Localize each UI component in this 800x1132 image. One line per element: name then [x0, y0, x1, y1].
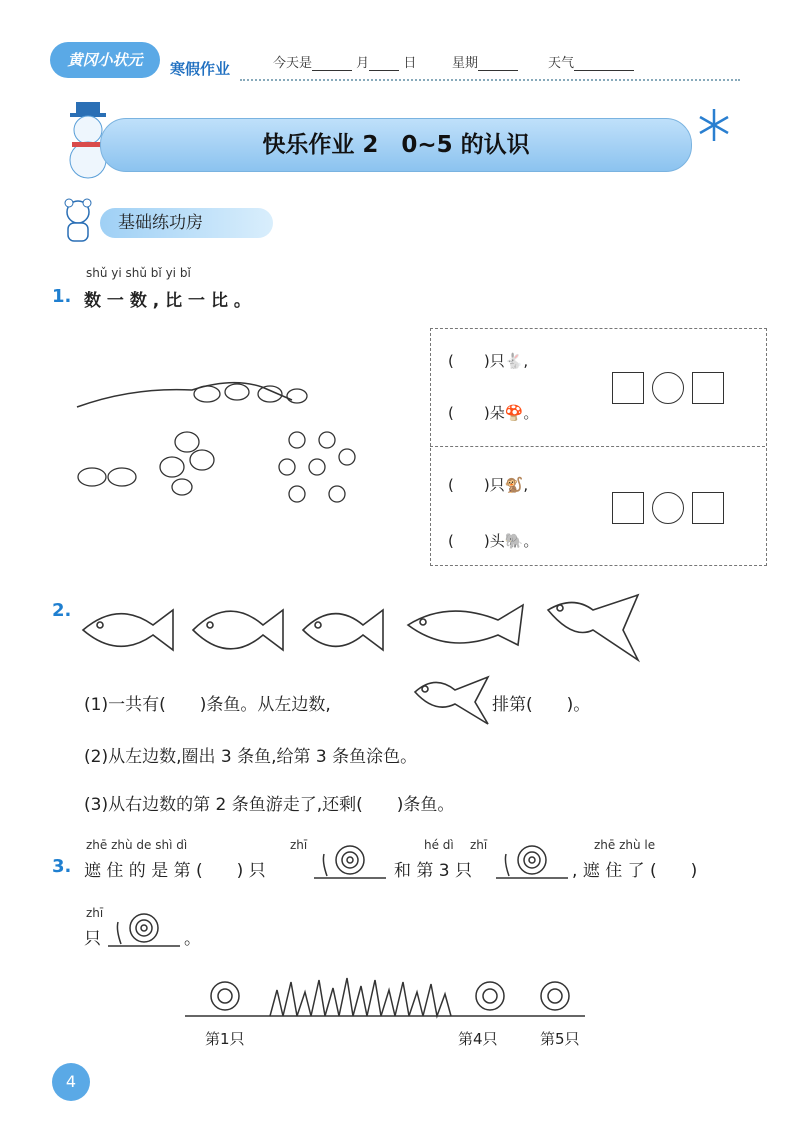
- date-label: 今天是: [273, 56, 313, 71]
- answer-blank[interactable]: ( ): [448, 532, 490, 550]
- series-title: 寒假作业: [170, 60, 231, 78]
- date-line: [273, 52, 416, 71]
- q1-number: 1.: [52, 286, 72, 307]
- day-label: 日: [403, 56, 417, 71]
- elephant-icon: 🐘: [504, 532, 524, 550]
- q1-pinyin: shǔ yi shǔ bǐ yi bǐ: [86, 266, 191, 280]
- q1-row-rabbit: [448, 350, 528, 371]
- snail-icon: [312, 842, 388, 880]
- header-divider: [240, 79, 740, 81]
- q3-pinyin-6: zhī: [86, 906, 104, 920]
- page-number: 4: [52, 1063, 90, 1101]
- q2-part1-text: (1)一共有( )条鱼。从左边数,: [84, 695, 331, 715]
- mushroom-icon: 🍄: [504, 404, 524, 422]
- punctuation: ,: [523, 352, 529, 370]
- q3-text-5: 。: [184, 929, 201, 949]
- snail-label-5: 第5只: [540, 1030, 580, 1048]
- q3-text-2: 和 第 3 只: [394, 861, 473, 881]
- q3-text-4: 只: [84, 929, 101, 949]
- q3-pinyin-2: zhī: [290, 838, 308, 852]
- compare-circle[interactable]: [652, 372, 684, 404]
- answer-blank[interactable]: ( ): [448, 476, 490, 494]
- snail-icon: [106, 910, 182, 948]
- monkey-icon: 🐒: [504, 476, 524, 494]
- q1-row-monkey: [448, 474, 528, 495]
- q3-pinyin-3: hé dì: [424, 838, 454, 852]
- q3-text-1: 遮 住 的 是 第 ( ) 只: [84, 861, 266, 881]
- q3-pinyin-5: zhē zhù le: [594, 838, 656, 852]
- answer-blank[interactable]: ( ): [448, 352, 490, 370]
- unit-label: 只: [489, 352, 505, 370]
- q2-part1: [84, 690, 331, 715]
- q3-pinyin-1: zhē zhù de shì dì: [86, 838, 188, 852]
- q3-text-3: , 遮 住 了 ( ): [572, 861, 698, 881]
- compare-box-left[interactable]: [612, 372, 644, 404]
- weather-line: [548, 52, 634, 71]
- q3-pinyin-4: zhī: [470, 838, 488, 852]
- compare-box-right[interactable]: [692, 492, 724, 524]
- compare-box-right[interactable]: [692, 372, 724, 404]
- q2-part2: (2)从左边数,圈出 3 条鱼,给第 3 条鱼涂色。: [84, 747, 418, 767]
- snail-row-scene: [185, 972, 585, 1020]
- weekday-line: [452, 52, 518, 71]
- q1-row-mushroom: [448, 402, 538, 423]
- unit-label: 只: [489, 476, 505, 494]
- q2-part3: (3)从右边数的第 2 条鱼游走了,还剩( )条鱼。: [84, 795, 455, 815]
- snail-icon: [494, 842, 570, 880]
- snail-label-1: 第1只: [205, 1030, 245, 1048]
- compare-box-left[interactable]: [612, 492, 644, 524]
- punctuation: 。: [523, 404, 539, 422]
- q1-animal-scene: [72, 372, 412, 532]
- punctuation: ,: [523, 476, 529, 494]
- page-title: 快乐作业 2 0~5 的认识: [100, 118, 692, 172]
- weekday-label: 星期: [452, 56, 479, 71]
- rabbit-icon: 🐇: [504, 352, 524, 370]
- punctuation: 。: [523, 532, 539, 550]
- goldfish-icon: [410, 672, 490, 727]
- unit-label: 朵: [489, 404, 505, 422]
- answer-blank[interactable]: ( ): [448, 404, 490, 422]
- snail-label-4: 第4只: [458, 1030, 498, 1048]
- q1-box-divider: [430, 446, 765, 447]
- section-label: 基础练功房: [100, 208, 273, 238]
- bear-mascot-icon: [56, 196, 100, 244]
- q1-text: 数 一 数 , 比 一 比 。: [84, 291, 251, 311]
- compare-circle[interactable]: [652, 492, 684, 524]
- fish-row: [78, 595, 658, 665]
- snowflake-icon: [697, 108, 731, 142]
- unit-label: 头: [489, 532, 505, 550]
- q2-part1-tail: 排第( )。: [492, 695, 591, 715]
- weather-label: 天气: [548, 56, 575, 71]
- q1-row-elephant: [448, 530, 538, 551]
- q3-number: 3.: [52, 856, 72, 877]
- month-label: 月: [356, 56, 370, 71]
- q2-number: 2.: [52, 600, 72, 621]
- brand-logo: 黄冈小状元: [50, 42, 160, 78]
